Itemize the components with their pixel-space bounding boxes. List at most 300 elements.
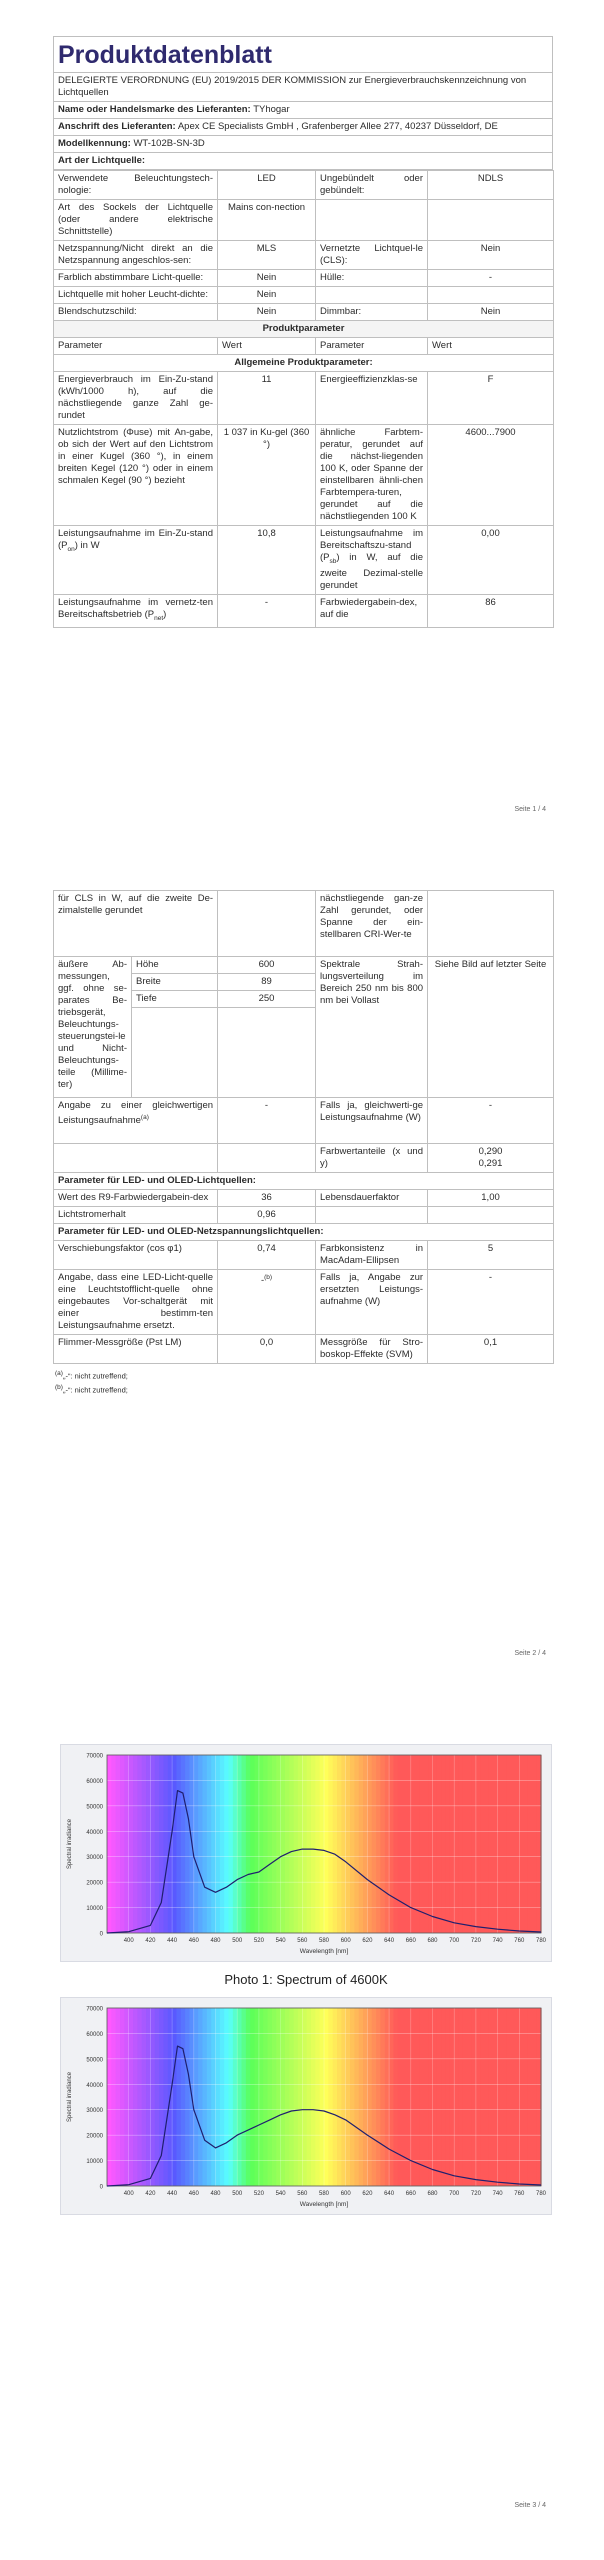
table-row (54, 1207, 554, 1224)
footnotes (53, 1368, 553, 1395)
spectrum-band (242, 1755, 247, 1933)
spectrum-band (354, 2008, 359, 2186)
spectrum-band (246, 1755, 251, 1933)
datasheet-page-1 (53, 36, 553, 628)
spectrum-band (129, 2008, 134, 2186)
spectral-distribution-value: Siehe Bild auf letzter Seite (428, 957, 554, 1098)
col-param-1: Parameter (54, 338, 218, 355)
footnote-b: $^{(b)}$„-“: nicht zutreffend; (55, 1383, 128, 1394)
spectrum-band (511, 2008, 516, 2186)
param-label (316, 287, 428, 304)
spectrum-band (198, 1755, 203, 1933)
dim-value: 600 (218, 957, 316, 974)
spectrum-band (446, 2008, 451, 2186)
x-tick-label: 640 (384, 2191, 395, 2197)
x-tick-label: 780 (535, 2191, 547, 2197)
param-value: 0,0 (218, 1335, 316, 1364)
param-value (218, 891, 316, 957)
param-value: - (428, 270, 554, 287)
param-value: Nein (218, 304, 316, 321)
param-value (428, 891, 554, 957)
dim-value: 89 (218, 974, 316, 991)
param-label: ähnliche Farbtem-peratur, gerundet auf die nächst-liegenden 100 K, oder Spanne der einstellbaren ähnli-chen Farbtempera-turen, gerundet auf die nächstliegenden 100 K (316, 425, 428, 526)
spectrum-band (376, 1755, 381, 1933)
led-params-header: Parameter für LED- und OLED-Lichtquellen: (54, 1173, 554, 1190)
supplier-address-row (53, 119, 553, 136)
param-label: Nutzlichtstrom (Φuse) mit An-gabe, ob sich der Wert auf den Lichtstrom in einer Kugel (360 °), in einem breiten Kegel (120 °) oder in einem schmalen Kegel (90 °) bezieht (54, 425, 218, 526)
param-value: NDLS (428, 171, 554, 200)
spectrum-band (380, 1755, 385, 1933)
param-value: 0,74 (218, 1241, 316, 1270)
spectrum-band (181, 1755, 186, 1933)
y-tick-label: 70000 (86, 1753, 103, 1760)
x-tick-label: 720 (470, 1938, 481, 1944)
spectrum-band (194, 2008, 199, 2186)
x-tick-label: 760 (514, 2191, 525, 2197)
table-row (54, 1335, 554, 1364)
spectrum-band (441, 1755, 446, 1933)
param-label: Farbwertanteile (x und y) (316, 1144, 428, 1173)
col-value-1: Wert (218, 338, 316, 355)
param-value (428, 200, 554, 241)
spectrum-chart-2 (60, 1997, 552, 2215)
spectrum-band (289, 1755, 294, 1933)
spectrum-band (246, 2008, 251, 2186)
spectrum-band (294, 2008, 299, 2186)
spectrum-band (328, 1755, 333, 1933)
y-tick-label: 50000 (86, 1804, 103, 1811)
y-axis-label: Spectral irradiance (67, 1818, 73, 1870)
spectrum-band (142, 2008, 147, 2186)
spectrum-band (216, 1755, 221, 1933)
spectrum-band (220, 2008, 225, 2186)
spectrum-band (519, 2008, 524, 2186)
supplier-address-label: Anschrift des Lieferanten: (58, 121, 176, 132)
param-label: Angabe zu einer gleichwertigen Leistungsaufnahme$^{(a)}$ (54, 1098, 218, 1144)
spectrum-band (367, 2008, 372, 2186)
spectrum-band (489, 1755, 494, 1933)
y-axis-label: Spectral irradiance (67, 2071, 73, 2123)
spectrum-band (229, 2008, 234, 2186)
x-tick-label: 400 (123, 1938, 134, 1944)
x-axis-label: Wavelength [nm] (299, 1948, 349, 1955)
x-tick-label: 460 (188, 1938, 199, 1944)
spectrum-band (350, 1755, 355, 1933)
supplier-name-row (53, 102, 553, 119)
param-value: Nein (218, 270, 316, 287)
spectrum-band (176, 2008, 181, 2186)
param-label: Farbwiedergabein-dex, auf die (316, 594, 428, 627)
table-row (54, 1270, 554, 1335)
spectrum-band (459, 2008, 464, 2186)
spectrum-band (116, 1755, 121, 1933)
spectrum-band (263, 1755, 268, 1933)
spectrum-band (185, 2008, 190, 2186)
page-number: Seite 1 / 4 (514, 806, 546, 813)
spectrum-band (502, 2008, 507, 2186)
spectrum-band (350, 2008, 355, 2186)
x-tick-label: 560 (297, 1938, 308, 1944)
spectrum-band (346, 2008, 351, 2186)
x-tick-label: 600 (340, 1938, 351, 1944)
spectrum-band (415, 1755, 420, 1933)
spectrum-band (202, 1755, 207, 1933)
param-label (316, 1207, 428, 1224)
spectrum-band (346, 1755, 351, 1933)
col-value-2: Wert (428, 338, 554, 355)
y-tick-label: 40000 (86, 2082, 103, 2089)
param-value: 5 (428, 1241, 554, 1270)
page-number: Seite 2 / 4 (514, 1650, 546, 1657)
chart-grid (107, 2008, 541, 2186)
spectrum-band (528, 2008, 533, 2186)
spectrum-band (393, 2008, 398, 2186)
spectrum-band (485, 2008, 490, 2186)
param-label: Wert des R9-Farbwiedergabein-dex (54, 1190, 218, 1207)
param-value: - (218, 1098, 316, 1144)
page-3 (0, 1720, 604, 2560)
x-tick-label: 440 (167, 2191, 178, 2197)
spectrum-band (424, 1755, 429, 1933)
spectrum-band (476, 1755, 481, 1933)
chart-grid (107, 1755, 541, 1933)
spectrum-band (485, 1755, 490, 1933)
datasheet-page-2 (53, 890, 553, 1395)
spectrum-band (216, 2008, 221, 2186)
table-row (54, 1144, 554, 1173)
spectrum-band (285, 1755, 290, 1933)
spectrum-band (389, 1755, 394, 1933)
spectrum-band (337, 1755, 342, 1933)
spectrum-band (120, 1755, 125, 1933)
param-value: Mains con-nection (218, 200, 316, 241)
spectrum-band (328, 2008, 333, 2186)
spectral-distribution-label: Spektrale Strah-lungsverteilung im Bereich 250 nm bis 800 nm bei Vollast (316, 957, 428, 1098)
spectrum-band (333, 1755, 338, 1933)
spectrum-band (172, 1755, 177, 1933)
spectrum-band (532, 2008, 537, 2186)
spectrum-band (259, 1755, 264, 1933)
y-tick-label: 10000 (86, 1906, 103, 1913)
table-row (54, 241, 554, 270)
param-label: Blendschutzschild: (54, 304, 218, 321)
x-tick-label: 540 (275, 2191, 286, 2197)
y-tick-label: 40000 (86, 1829, 103, 1836)
x-tick-label: 700 (449, 2191, 460, 2197)
spectrum-band (133, 1755, 138, 1933)
spectrum-band (372, 2008, 377, 2186)
spectrum-band (524, 1755, 529, 1933)
spectrum-band (307, 2008, 312, 2186)
param-value: 86 (428, 594, 554, 627)
spectrum-band (498, 1755, 503, 1933)
param-value: LED (218, 171, 316, 200)
spectrum-band (272, 2008, 277, 2186)
spectrum-band (137, 2008, 142, 2186)
table-row (54, 1190, 554, 1207)
param-value: 1,00 (428, 1190, 554, 1207)
spectrum-band (502, 1755, 507, 1933)
param-value: -$^{(b)}$ (218, 1270, 316, 1335)
x-tick-label: 420 (145, 1938, 156, 1944)
x-tick-label: 440 (167, 1938, 178, 1944)
param-label: Netzspannung/Nicht direkt an die Netzspannung angeschlos-sen: (54, 241, 218, 270)
table-row (54, 171, 554, 200)
spectrum-band (315, 2008, 320, 2186)
spectrum-band (393, 1755, 398, 1933)
spectrum-band (359, 2008, 364, 2186)
spectrum-chart-1 (60, 1744, 552, 1962)
spectrum-band (398, 2008, 403, 2186)
spectrum-band (389, 2008, 394, 2186)
y-tick-label: 50000 (86, 2057, 103, 2064)
dim-key: Breite (132, 974, 218, 991)
product-params-header: Produktparameter (54, 321, 554, 338)
spectrum-chart-1-svg (61, 1745, 551, 1961)
param-label: Farblich abstimmbare Licht-quelle: (54, 270, 218, 287)
param-label: nächstliegende gan-ze Zahl gerundet, oder Spanne der ein-stellbaren CRI-Wer-te (316, 891, 428, 957)
spectrum-band (116, 2008, 121, 2186)
param-value: 0,96 (218, 1207, 316, 1224)
x-tick-label: 700 (449, 1938, 460, 1944)
spectrum-band (137, 1755, 142, 1933)
spectrum-band (419, 1755, 424, 1933)
table-row (54, 891, 554, 957)
spectrum-band (281, 2008, 286, 2186)
spectrum-band (524, 2008, 529, 2186)
x-tick-label: 680 (427, 2191, 438, 2197)
y-tick-label: 30000 (86, 1855, 103, 1862)
spectrum-band (437, 2008, 442, 2186)
param-value: Nein (218, 287, 316, 304)
param-label: Dimmbar: (316, 304, 428, 321)
x-tick-label: 720 (470, 2191, 481, 2197)
param-value: 10,8 (218, 526, 316, 595)
spectrum-band (176, 1755, 181, 1933)
spectrum-band (285, 2008, 290, 2186)
page-2 (0, 870, 604, 1690)
model-value: WT-102B-SN-3D (133, 138, 205, 149)
param-value: 1 037 in Ku-gel (360 °) (218, 425, 316, 526)
param-label: Farbkonsistenz in MacAdam-Ellipsen (316, 1241, 428, 1270)
spectrum-band (107, 2008, 112, 2186)
param-label: Vernetzte Lichtquel-le (CLS): (316, 241, 428, 270)
y-tick-label: 10000 (86, 2159, 103, 2166)
spectrum-band (263, 2008, 268, 2186)
spectrum-band (142, 1755, 147, 1933)
param-label: Hülle: (316, 270, 428, 287)
table-row (54, 425, 554, 526)
spectrum-band (437, 1755, 442, 1933)
spectrum-band (528, 1755, 533, 1933)
param-value: 4600...7900 (428, 425, 554, 526)
page-title: Produktdatenblatt (53, 36, 553, 73)
spectrum-band (185, 1755, 190, 1933)
regulation-text: DELEGIERTE VERORDNUNG (EU) 2019/2015 DER KOMMISSION zur Energieverbrauchskennzeichnung von Lichtquellen (53, 73, 553, 102)
model-row (53, 136, 553, 153)
y-tick-label: 30000 (86, 2108, 103, 2115)
spectrum-band (337, 2008, 342, 2186)
param-value: 11 (218, 372, 316, 425)
spectrum-band (272, 1755, 277, 1933)
param-value: Nein (428, 241, 554, 270)
spectrum-band (454, 1755, 459, 1933)
page-1 (0, 0, 604, 820)
spectrum-band (480, 1755, 485, 1933)
spectrum-band (242, 2008, 247, 2186)
table-row (54, 526, 554, 595)
x-tick-label: 620 (362, 2191, 373, 2197)
general-params-header: Allgemeine Produktparameter: (54, 355, 554, 372)
table-row (54, 1241, 554, 1270)
spectrum-band (259, 2008, 264, 2186)
spectrum-band (120, 2008, 125, 2186)
spectrum-band (311, 2008, 316, 2186)
spectrum-band (250, 2008, 255, 2186)
param-value: F (428, 372, 554, 425)
spectrum-band (229, 1755, 234, 1933)
spectrum-band (324, 2008, 329, 2186)
spectrum-band (463, 2008, 468, 2186)
spectrum-band (506, 1755, 511, 1933)
x-tick-label: 740 (492, 2191, 503, 2197)
spectrum-band (198, 2008, 203, 2186)
x-tick-label: 680 (427, 1938, 438, 1944)
spectrum-band (207, 1755, 212, 1933)
spectrum-band (302, 2008, 307, 2186)
supplier-name-label: Name oder Handelsmarke des Lieferanten: (58, 104, 251, 115)
param-label: Lichtquelle mit hoher Leucht-dichte: (54, 287, 218, 304)
spectrum-band (433, 2008, 438, 2186)
spectrum-band (532, 1755, 537, 1933)
spectrum-band (519, 1755, 524, 1933)
x-tick-label: 500 (232, 2191, 243, 2197)
y-tick-label: 20000 (86, 1880, 103, 1887)
spectrum-band (294, 1755, 299, 1933)
x-axis-label: Wavelength [nm] (299, 2201, 349, 2208)
x-tick-label: 560 (297, 2191, 308, 2197)
x-tick-label: 640 (384, 1938, 395, 1944)
y-tick-label: 0 (99, 2184, 103, 2191)
spectrum-band (506, 2008, 511, 2186)
table-row (54, 594, 554, 627)
x-tick-label: 460 (188, 2191, 199, 2197)
spectrum-band (324, 1755, 329, 1933)
x-tick-label: 480 (210, 2191, 221, 2197)
param-label: Falls ja, Angabe zur ersetzten Leistungs-aufnahme (W) (316, 1270, 428, 1335)
x-tick-label: 580 (318, 1938, 330, 1944)
dim-key: Höhe (132, 957, 218, 974)
spectrum-band (333, 2008, 338, 2186)
param-value: 0,290 0,291 (428, 1144, 554, 1173)
spectrum-band (307, 1755, 312, 1933)
spectrum-band (163, 1755, 168, 1933)
param-label: Leistungsaufnahme im Bereitschaftszu-stand $(P_{sb})$ in W, auf die zweite Dezimal-stelle gerundet (316, 526, 428, 595)
param-label: Leistungsaufnahme im vernetz-ten Bereitschaftsbetrieb $(P_{net})$ (54, 594, 218, 627)
table-row (54, 957, 554, 974)
dim-value: 250 (218, 991, 316, 1008)
param-label: Verschiebungsfaktor (cos φ1) (54, 1241, 218, 1270)
spectrum-band (459, 1755, 464, 1933)
spectrum-band (446, 1755, 451, 1933)
param-value (428, 1207, 554, 1224)
x-tick-label: 520 (253, 1938, 264, 1944)
x-tick-label: 520 (253, 2191, 264, 2197)
supplier-name: TYhogar (253, 104, 290, 115)
param-value: 36 (218, 1190, 316, 1207)
empty-cell (218, 1144, 316, 1173)
spectrum-band (498, 2008, 503, 2186)
table-row (54, 304, 554, 321)
spectrum-band (454, 2008, 459, 2186)
x-tick-label: 540 (275, 1938, 286, 1944)
spectrum-band (359, 1755, 364, 1933)
spectrum-band (372, 1755, 377, 1933)
spectrum-band (172, 2008, 177, 2186)
param-label: Art des Sockels der Lichtquelle (oder andere elektrische Schnittstelle) (54, 200, 218, 241)
spectrum-band (250, 1755, 255, 1933)
spectrum-band (419, 2008, 424, 2186)
spectrum-band (111, 1755, 116, 1933)
spectrum-band (354, 1755, 359, 1933)
spectrum-band (311, 1755, 316, 1933)
table-row (54, 287, 554, 304)
spectrum-band (476, 2008, 481, 2186)
supplier-address: Apex CE Specialists GmbH , Grafenberger Allee 277, 40237 Düsseldorf, DE (177, 121, 498, 132)
x-tick-label: 480 (210, 1938, 221, 1944)
y-tick-label: 60000 (86, 1778, 103, 1785)
param-value: - (428, 1270, 554, 1335)
x-tick-label: 780 (535, 1938, 547, 1944)
spectrum-band (424, 2008, 429, 2186)
x-tick-label: 580 (318, 2191, 330, 2197)
light-source-type-table (53, 170, 554, 628)
param-label: Angabe, dass eine LED-Licht-quelle eine Leuchtstofflicht-quelle ohne eingebautes Vor-schaltgerät mit einer bestimm-ten Leistungsaufnahme ersetzt. (54, 1270, 218, 1335)
spectrum-band (207, 2008, 212, 2186)
table-row (54, 270, 554, 287)
spectrum-band (224, 2008, 229, 2186)
page-number: Seite 3 / 4 (514, 2502, 546, 2509)
spectrum-band (411, 2008, 416, 2186)
param-value: 0,00 (428, 526, 554, 595)
spectrum-band (402, 2008, 407, 2186)
spectrum-band (224, 1755, 229, 1933)
param-label: Energieeffizienzklas-se (316, 372, 428, 425)
spectrum-band (268, 1755, 273, 1933)
param-value: - (218, 594, 316, 627)
product-params-table-continued (53, 890, 554, 1364)
x-tick-label: 660 (405, 1938, 416, 1944)
param-value: Nein (428, 304, 554, 321)
spectrum-band (489, 2008, 494, 2186)
spectrum-chart-2-svg (61, 1998, 551, 2214)
y-tick-label: 70000 (86, 2006, 103, 2013)
param-label: Flimmer-Messgröße (Pst LM) (54, 1335, 218, 1364)
param-value: MLS (218, 241, 316, 270)
spectrum-band (441, 2008, 446, 2186)
spectrum-band (268, 2008, 273, 2186)
y-tick-label: 0 (99, 1931, 103, 1938)
spectrum-band (237, 2008, 242, 2186)
spectrum-band (202, 2008, 207, 2186)
table-row (54, 1098, 554, 1144)
param-label: Verwendete Beleuchtungstech-nologie: (54, 171, 218, 200)
spectrum-band (415, 2008, 420, 2186)
param-value (428, 287, 554, 304)
x-tick-label: 740 (492, 1938, 503, 1944)
param-label: Lebensdauerfaktor (316, 1190, 428, 1207)
spectrum-band (181, 2008, 186, 2186)
